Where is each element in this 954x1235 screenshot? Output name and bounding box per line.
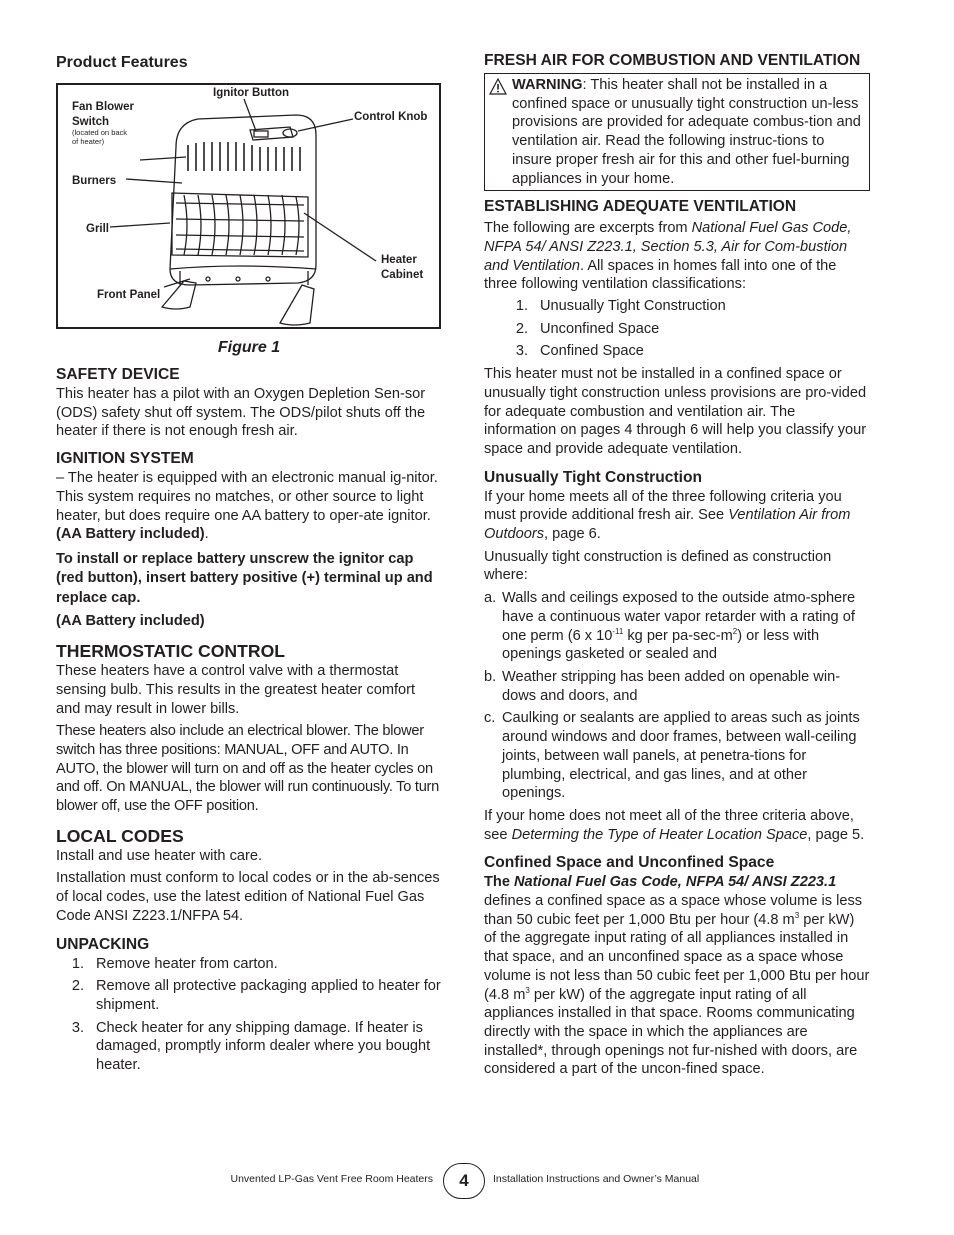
label-located-1: (located on back [72,128,128,137]
thermostatic-control-heading: THERMOSTATIC CONTROL [56,641,286,662]
thermostatic-text-2: These heaters also include an electrical blower. The blower switch has three positions: MANUAL, OFF and AUTO. In AUTO, the blower will turn on and off as the heater cycles on and off. On MANUAL, the blower will run continuously. To turn blower off, use the OFF position. [56,723,440,815]
classification-list [484,297,870,361]
safety-device-text: This heater has a pilot with an Oxygen Depletion Sen-sor (ODS) safety shut off system. The ODS/pilot shuts off the heater if there is not enough fresh air. [56,386,426,440]
tight-text-2: Unusually tight construction is defined as construction where: [484,548,832,584]
product-features-heading: Product Features [56,54,188,71]
local-codes-heading: LOCAL CODES [56,825,184,846]
establishing-text-2: This heater must not be installed in a confined space or unusually tight construction unless provisions are pro-vided for adequate combustion and ventilation air. The information on pages 4 through 6 will help you classify your space and provide adequate ventilation. [484,366,867,457]
tight-text-1: If your home meets all of the three following criteria you must provide additional fresh air. See Ventilation Air from Outdoors, page 6. [484,488,851,543]
warning-box [484,73,870,191]
list-item: 3. Confined Space [515,343,644,360]
ignition-system-text: – The heater is equipped with an electronic manual ig-nitor. This system requires no matches, or other source to light heater, but does require one AA battery to oper-ate ignitor. (AA Battery included). [56,470,438,543]
label-front-panel: Front Panel [97,289,161,301]
unpacking-heading: UNPACKING [56,935,150,953]
confined-space-heading: Confined Space and Unconfined Space [484,854,775,872]
figure-1-heater-diagram [56,83,441,329]
list-item: 3. Check heater for any shipping damage. If heater is damaged, promptly inform dealer where you bought heater. [71,1019,431,1074]
establishing-ventilation-heading: ESTABLISHING ADEQUATE VENTILATION [484,198,797,216]
label-burners: Burners [72,175,117,187]
battery-instructions: To install or replace battery unscrew the ignitor cap (red button), insert battery positive (+) terminal up and replace cap. [56,550,433,606]
list-item: 1. Remove heater from carton. [71,955,278,972]
label-ignitor-button: Ignitor Button [213,87,290,99]
fresh-air-heading: FRESH AIR FOR COMBUSTION AND VENTILATION [484,52,861,69]
tight-criteria-list [484,589,870,803]
list-item: 2. Remove all protective packaging applied to heater for shipment. [71,978,441,1013]
label-control-knob: Control Knob [354,111,428,123]
left-column [56,50,442,1075]
warning-icon [489,78,507,95]
label-grill: Grill [86,223,110,235]
ignition-system-heading: IGNITION SYSTEM [56,450,194,468]
unusually-tight-heading: Unusually Tight Construction [484,468,703,486]
figure-1-caption: Figure 1 [217,339,281,356]
unpacking-list [56,955,442,1075]
list-item: 2. Unconfined Space [515,320,660,337]
warning-text: WARNING: This heater shall not be installed in a confined space or unusually tight construction un-less provisions are provided for adequate combus-tion and ventilation air. Read the following instruc-tions to insure proper fresh air for this and other fuel-burning appliances in your home. [512,77,861,187]
tight-text-3: If your home does not meet all of the three criteria above, see Determing the Type of Heater Location Space, page 5. [484,807,865,843]
battery-included: (AA Battery included) [56,613,205,630]
page-footer [0,1163,954,1199]
list-item: b. Weather stripping has been added on openable win-dows and doors, and [484,668,841,704]
footer-right-text: Installation Instructions and Owner’s Manual [493,1173,700,1185]
label-switch: Switch [72,116,110,128]
confined-space-text: The National Fuel Gas Code, NFPA 54/ ANSI Z223.1 defines a confined space as a space whose volume is less than 50 cubic feet per 1,000 Btu per hour (4.8 $m^3$ per kW) of the aggregate input rating of all appliances installed in that space, and an unconfined space as a space whose volume is not less than 50 cubic feet per 1,000 Btu per hour (4.8 $m^3$ per kW) of the aggregate input rating of all appliances installed in that space. Rooms communicating directly with the space in which the appliances are installed*, through openings not fur-nished with doors, are considered a part of the uncon-fined space. [484,874,870,1078]
local-codes-text-2: Installation must conform to local codes or in the ab-sences of local codes, use the latest edition of National Fuel Gas Code ANSI Z223.1/NFPA 54. [56,870,440,924]
list-item: a. Walls and ceilings exposed to the outside atmo-sphere have a continuous water vapor retarder with a rating of one perm (6 x $10^{-11}$ kg per $pa-\sec-m^2$) or less with openings gasketed or sealed and [484,590,856,663]
page-number: 4 [443,1163,485,1199]
label-located-2: of heater) [72,137,105,146]
thermostatic-text-1: These heaters have a control valve with a thermostat sensing bulb. This results in the greatest heater comfort and may result in lower bills. [56,663,416,717]
footer-left-text: Unvented LP-Gas Vent Free Room Heaters [230,1173,433,1185]
list-item: c. Caulking or sealants are applied to areas such as joints around windows and door frames, between wall-ceiling joints, between wall panels, at penetra-tions for plumbing, electrical, and gas lines, and at other openings. [484,710,860,802]
list-item: 1. Unusually Tight Construction [515,298,726,315]
local-codes-text-1: Install and use heater with care. [56,847,263,864]
safety-device-heading: SAFETY DEVICE [56,366,180,383]
label-cabinet: Cabinet [381,269,424,281]
label-fan-blower: Fan Blower [72,101,134,113]
right-column [484,50,870,1079]
establishing-text-1: The following are excerpts from National Fuel Gas Code, NFPA 54/ ANSI Z223.1, Section 5.3, Air for Com-bustion and Ventilation. All spaces in homes fall into one of the three following ventilation classifications: [484,220,852,293]
label-heater: Heater [381,254,417,266]
